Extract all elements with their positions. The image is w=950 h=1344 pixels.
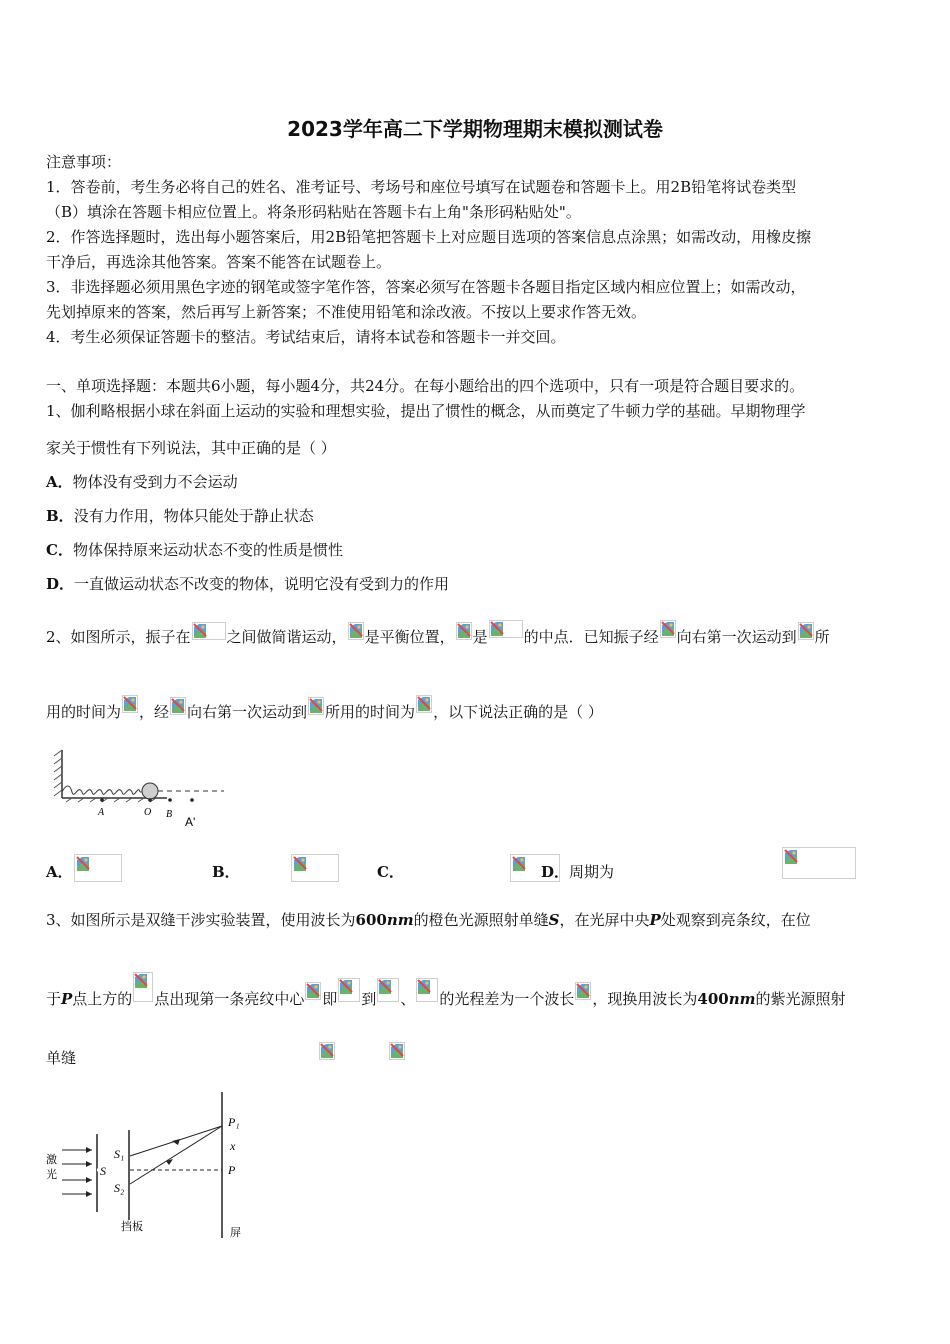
formula-image-icon <box>170 697 186 715</box>
formula-image-icon <box>389 1042 405 1060</box>
q2-option-a-formula-icon <box>74 854 122 882</box>
q3-stem-line3: 单缝 <box>46 1049 77 1067</box>
q3-stem-line1: 3、如图所示是双缝干涉实验装置，使用波长为600nm的橙色光源照射单缝S，在光屏中央P处观察到亮条纹，在位 <box>46 911 811 929</box>
formula-image-icon <box>348 622 364 640</box>
figure-label-a: A <box>98 807 105 818</box>
formula-image-icon <box>660 620 676 638</box>
q2-option-b[interactable]: B． <box>212 863 240 881</box>
formula-image-icon <box>456 622 472 640</box>
q2-option-c[interactable]: C． <box>377 863 404 881</box>
formula-image-icon <box>133 972 153 1002</box>
figure-label-x: x <box>230 1139 236 1153</box>
figure-label-s1: S₁ <box>114 1147 125 1161</box>
q1-option-d[interactable]: D．一直做运动状态不改变的物体，说明它没有受到力的作用 <box>46 575 450 593</box>
notice-line-2b: 干净后，再选涂其他答案。答案不能答在试题卷上。 <box>46 253 392 271</box>
q1-option-c[interactable]: C．物体保持原来运动状态不变的性质是惯性 <box>46 541 343 559</box>
q1-option-a[interactable]: A．物体没有受到力不会运动 <box>46 473 238 491</box>
notice-heading: 注意事项： <box>46 153 122 171</box>
q3-stem-line2: 于P点上方的 点出现第一条亮纹中心 即 到 、 的光程差为一个波长 ，现换用波长为400nm的紫光源照射 <box>46 972 846 1009</box>
q2-option-a[interactable]: A． <box>46 863 73 881</box>
formula-image-icon <box>308 697 324 715</box>
formula-image-icon <box>416 978 438 1002</box>
figure-label-s2: S₂ <box>114 1181 125 1195</box>
q2-option-b-formula-icon <box>291 854 339 882</box>
figure-label-p1: P₁ <box>228 1115 240 1129</box>
formula-image-icon <box>798 622 814 640</box>
section-heading: 一、单项选择题：本题共6小题，每小题4分，共24分。在每小题给出的四个选项中，只有一项是符合题目要求的。 <box>46 377 805 395</box>
notice-line-2a: 2．作答选择题时，选出每小题答案后，用2B铅笔把答题卡上对应题目选项的答案信息点涂黑；如需改动，用橡皮擦 <box>46 228 812 246</box>
q1-option-b[interactable]: B．没有力作用，物体只能处于静止状态 <box>46 507 314 525</box>
formula-image-icon <box>305 982 321 1000</box>
notice-line-3a: 3．非选择题必须用黑色字迹的钢笔或签字笔作答，答案必须写在答题卡各题目指定区域内相应位置上；如需改动， <box>46 278 806 296</box>
figure-label-baffle: 挡板 <box>121 1220 143 1233</box>
notice-line-1b: （B）填涂在答题卡相应位置上。将条形码粘贴在答题卡右上角"条形码粘贴处"。 <box>46 203 581 221</box>
q1-stem-a: 1、伽利略根据小球在斜面上运动的实验和理想实验，提出了惯性的概念，从而奠定了牛顿力学的基础。早期物理学 <box>46 402 806 420</box>
figure-label-screen: 屏 <box>230 1226 241 1239</box>
figure-label-laser-2: 光 <box>46 1168 57 1181</box>
page-title: 2023学年高二下学期物理期末模拟测试卷 <box>287 117 663 141</box>
q2-option-d-formula-icon <box>782 847 856 879</box>
notice-line-1a: 1．答卷前，考生务必将自己的姓名、准考证号、考场号和座位号填写在试题卷和答题卡上。用2B铅笔将试卷类型 <box>46 178 797 196</box>
spring-oscillator-figure <box>52 748 232 830</box>
formula-image-icon <box>122 695 138 713</box>
formula-image-icon <box>338 978 360 1002</box>
figure-label-o: O <box>144 807 152 818</box>
figure-label-s: S <box>100 1164 106 1178</box>
formula-image-icon <box>575 982 591 1000</box>
figure-label-a-prime: A' <box>185 815 196 829</box>
formula-image-icon <box>489 620 523 638</box>
formula-image-icon <box>377 978 399 1002</box>
formula-image-icon <box>192 622 226 640</box>
q2-stem-line2: 用的时间为 ，经 向右第一次运动到 所用的时间为 ，以下说法正确的是（ ） <box>46 695 603 722</box>
double-slit-figure <box>44 1088 254 1244</box>
formula-image-icon <box>416 695 432 713</box>
notice-line-3b: 先划掉原来的答案，然后再写上新答案；不准使用铅笔和涂改液。不按以上要求作答无效。 <box>46 303 647 321</box>
q2-stem-line1: 2、如图所示，振子在 之间做简谐运动， 是平衡位置， 是 的中点．已知振子经 向右第一次运动到 所 <box>46 620 830 647</box>
figure-label-b: B <box>166 809 173 820</box>
q2-option-d[interactable]: D．周期为 <box>541 863 615 881</box>
notice-line-4: 4．考生必须保证答题卡的整洁。考试结束后，请将本试卷和答题卡一并交回。 <box>46 328 566 346</box>
figure-label-laser-1: 激 <box>46 1153 57 1166</box>
q1-stem-b: 家关于惯性有下列说法，其中正确的是（ ） <box>46 439 336 457</box>
figure-label-p: P <box>228 1163 236 1177</box>
formula-image-icon <box>319 1042 335 1060</box>
